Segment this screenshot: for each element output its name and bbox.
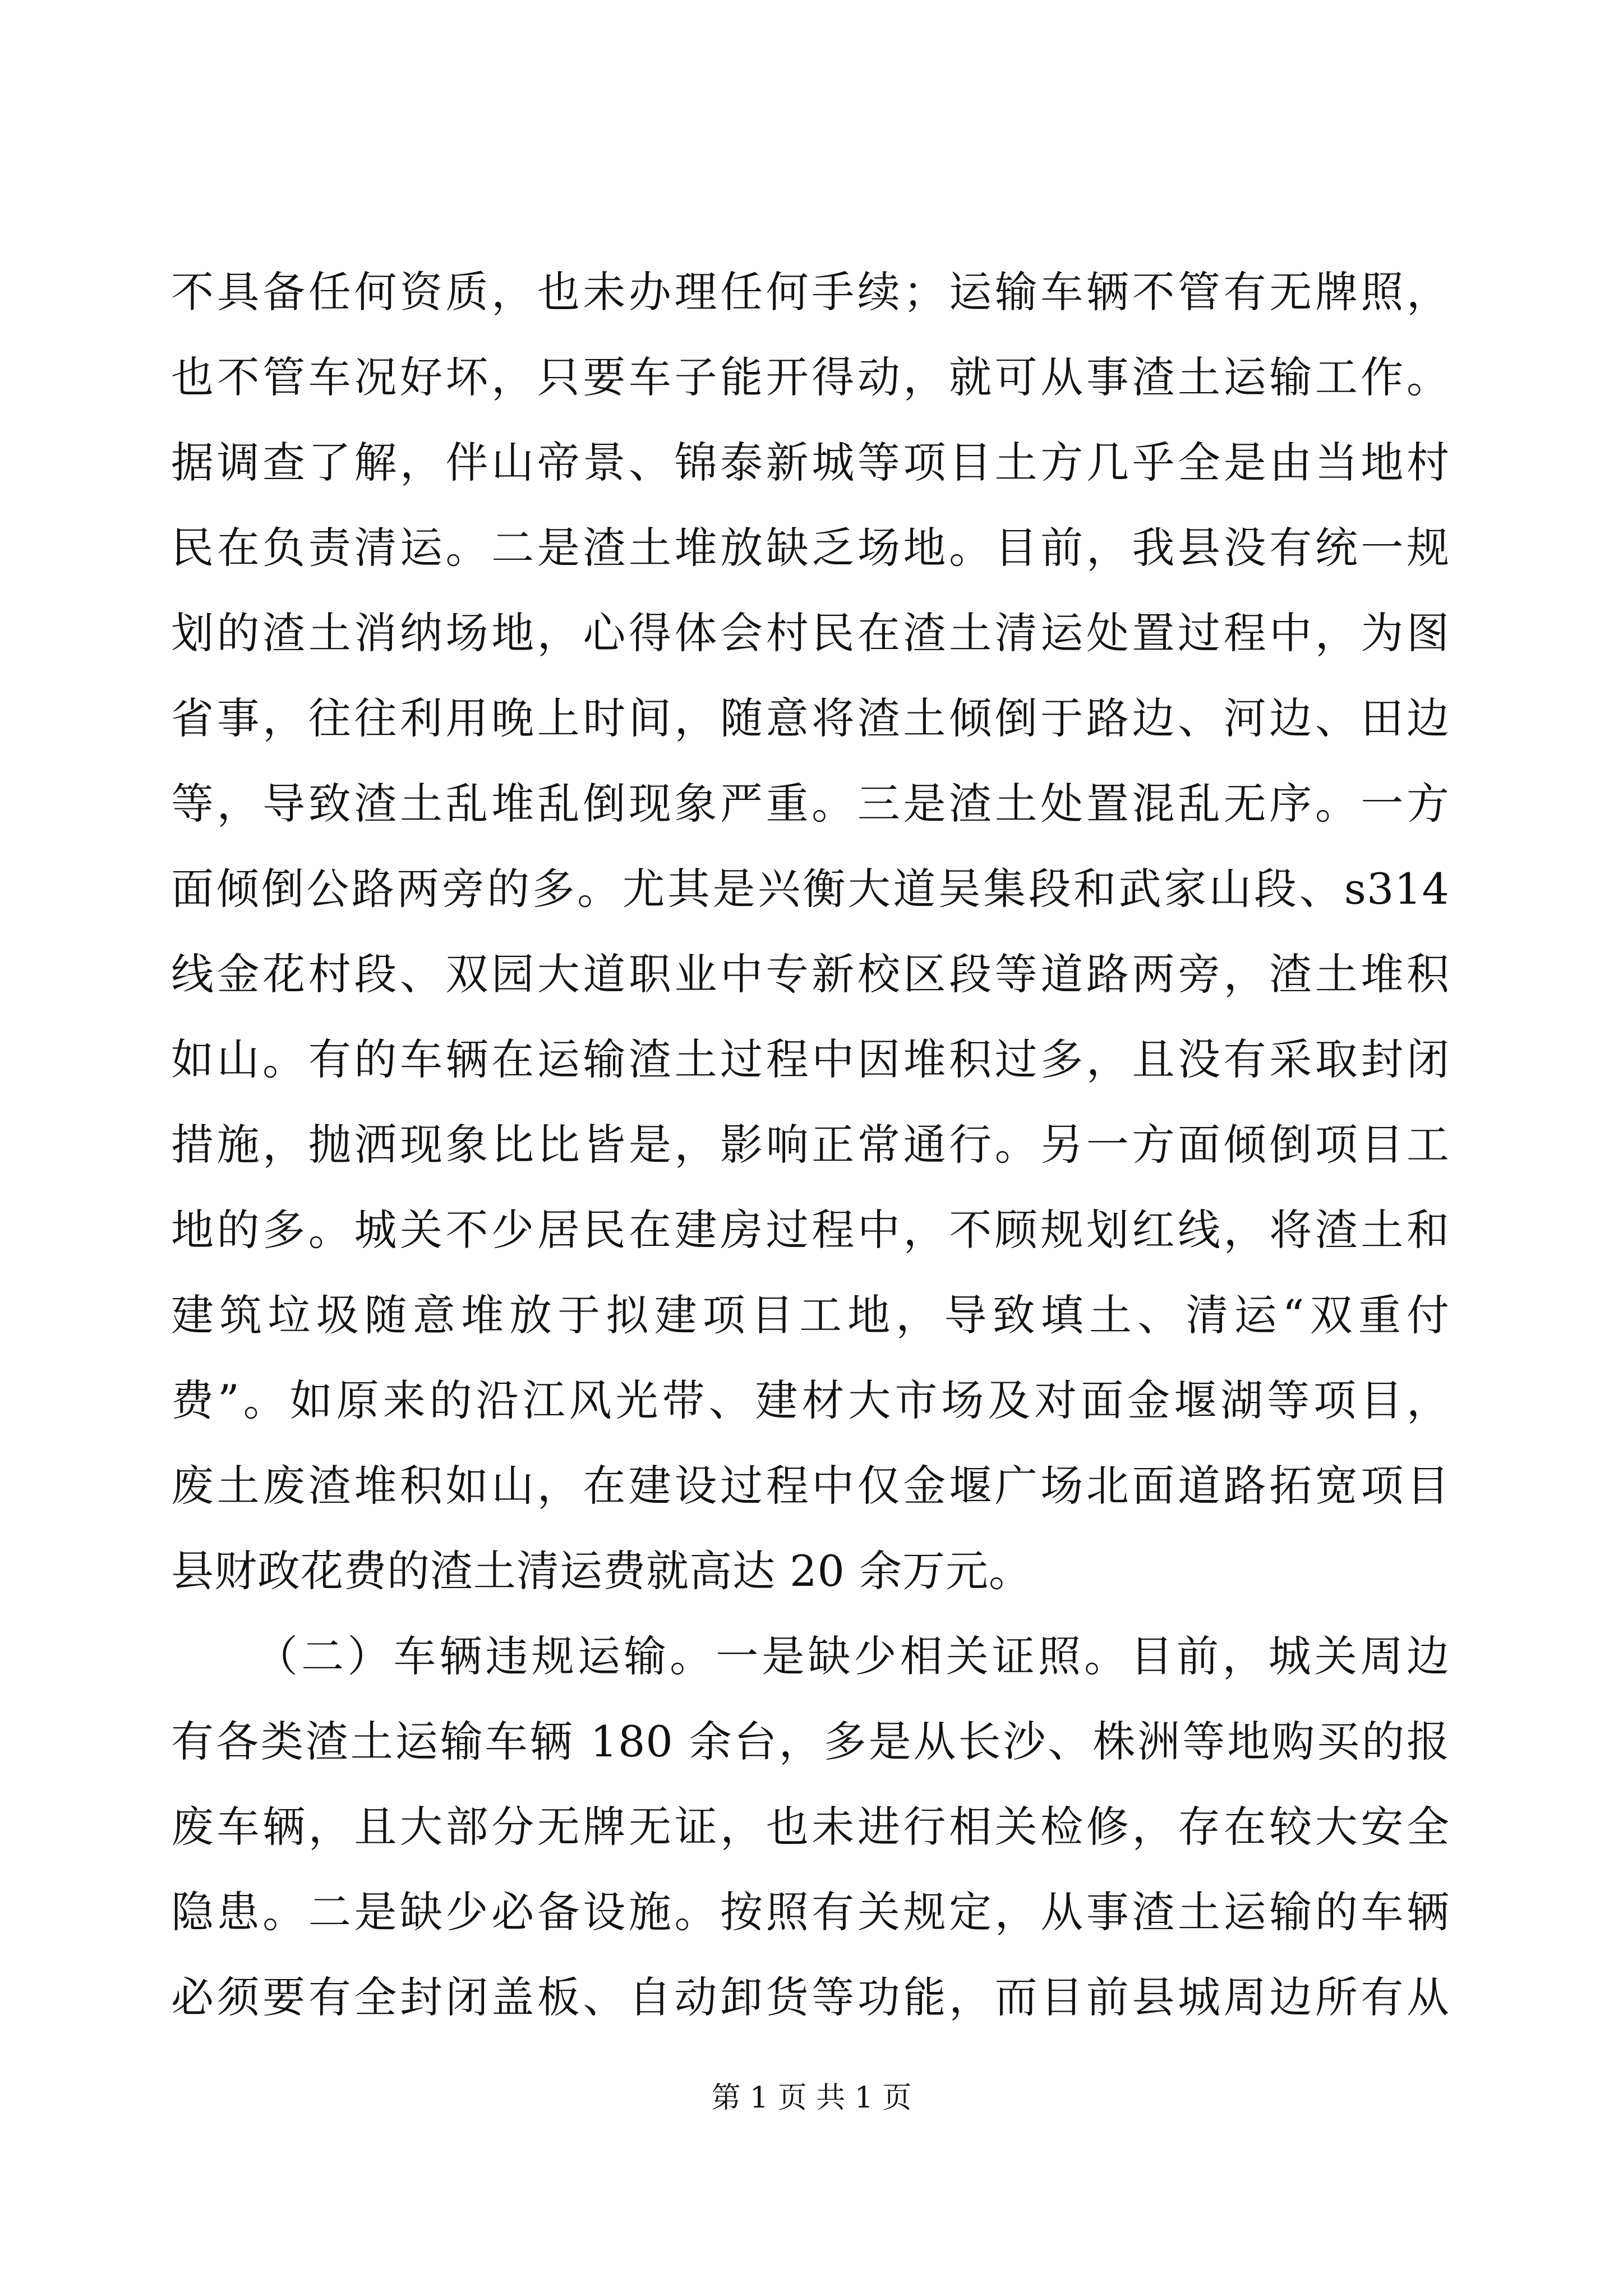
text-line: 费”。如原来的沿江风光带、建材大市场及对面金堰湖等项目， — [171, 1375, 1450, 1425]
text-line: 不具备任何资质，也未办理任何手续；运输车辆不管有无牌照， — [171, 267, 1450, 317]
paragraph-first-line: （二）车辆违规运输。一是缺少相关证照。目前，城关周边 — [255, 1631, 1450, 1681]
text-line: 划的渣土消纳场地，心得体会村民在渣土清运处置过程中，为图 — [171, 608, 1450, 658]
text-line: 线金花村段、双园大道职业中专新校区段等道路两旁，渣土堆积 — [171, 949, 1450, 999]
text-line: 地的多。城关不少居民在建房过程中，不顾规划红线，将渣土和 — [171, 1205, 1450, 1255]
text-line: 如山。有的车辆在运输渣土过程中因堆积过多，且没有采取封闭 — [171, 1034, 1450, 1084]
text-line: 建筑垃圾随意堆放于拟建项目工地，导致填土、清运“双重付 — [171, 1290, 1450, 1340]
text-line: 隐患。二是缺少必备设施。按照有关规定，从事渣土运输的车辆 — [171, 1887, 1450, 1937]
text-line: 措施，抛洒现象比比皆是，影响正常通行。另一方面倾倒项目工 — [171, 1120, 1450, 1170]
text-line: 县财政花费的渣土清运费就高达 20 余万元。 — [171, 1546, 1032, 1596]
text-line: 必须要有全封闭盖板、自动卸货等功能，而目前县城周边所有从 — [171, 1972, 1450, 2022]
text-line: 也不管车况好坏，只要车子能开得动，就可从事渣土运输工作。 — [171, 352, 1450, 402]
text-line: 省事，往往利用晚上时间，随意将渣土倾倒于路边、河边、田边 — [171, 693, 1450, 743]
text-line: 民在负责清运。二是渣土堆放缺乏场地。目前，我县没有统一规 — [171, 523, 1450, 573]
text-line: 废土废渣堆积如山，在建设过程中仅金堰广场北面道路拓宽项目 — [171, 1461, 1450, 1511]
text-line: 废车辆，且大部分无牌无证，也未进行相关检修，存在较大安全 — [171, 1802, 1450, 1852]
text-line: 据调查了解，伴山帝景、锦泰新城等项目土方几乎全是由当地村 — [171, 438, 1450, 487]
page-number-footer: 第 1 页 共 1 页 — [711, 2081, 912, 2115]
text-line: 等，导致渣土乱堆乱倒现象严重。三是渣土处置混乱无序。一方 — [171, 779, 1450, 829]
text-line: 有各类渣土运输车辆 180 余台，多是从长沙、株洲等地购买的报 — [171, 1717, 1450, 1766]
text-line: 面倾倒公路两旁的多。尤其是兴衡大道吴集段和武家山段、s314 — [171, 864, 1450, 914]
body-text — [171, 250, 1450, 2040]
